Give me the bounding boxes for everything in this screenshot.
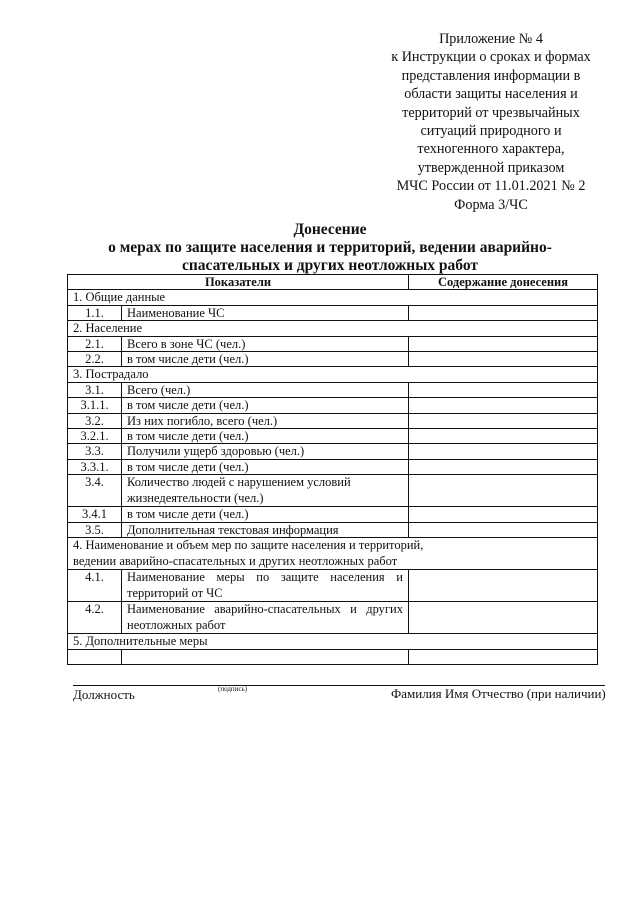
content-cell[interactable] bbox=[409, 570, 598, 602]
row-number: 3.3. bbox=[68, 444, 122, 459]
appendix-line: представления информации в bbox=[401, 67, 581, 84]
full-name-label: Фамилия Имя Отчество (при наличии) bbox=[391, 686, 606, 701]
appendix-line: к Инструкции о сроках и формах bbox=[391, 49, 591, 66]
appendix-line: Приложение № 4 bbox=[439, 31, 543, 47]
appendix-block bbox=[370, 30, 612, 214]
table-row bbox=[68, 336, 598, 351]
section-row bbox=[68, 538, 598, 570]
row-number: 3.1. bbox=[68, 382, 122, 397]
content-cell[interactable] bbox=[409, 336, 598, 351]
row-label-line: Наименование аварийно-спасательных и других bbox=[127, 602, 403, 617]
table-row bbox=[68, 352, 598, 367]
row-number: 3.4. bbox=[68, 475, 122, 507]
section-row bbox=[68, 321, 598, 336]
row-label bbox=[122, 475, 409, 507]
row-number: 2.2. bbox=[68, 352, 122, 367]
empty-label-cell[interactable] bbox=[122, 649, 409, 664]
section-victims: 3. Пострадало bbox=[68, 367, 598, 382]
section-row bbox=[68, 634, 598, 649]
appendix-line: МЧС России от 11.01.2021 № 2 bbox=[396, 178, 586, 195]
row-label: в том числе дети (чел.) bbox=[122, 459, 409, 474]
table-row bbox=[68, 413, 598, 428]
content-cell[interactable] bbox=[409, 429, 598, 444]
row-number: 3.2. bbox=[68, 413, 122, 428]
table-header-row bbox=[68, 275, 598, 290]
row-number: 3.4.1 bbox=[68, 507, 122, 522]
header-indicators: Показатели bbox=[68, 275, 409, 290]
title-line: Донесение bbox=[293, 221, 367, 238]
row-label: Дополнительная текстовая информация bbox=[122, 522, 409, 537]
appendix-line: утвержденной приказом bbox=[417, 159, 565, 176]
header-content: Содержание донесения bbox=[409, 275, 598, 290]
row-number: 4.2. bbox=[68, 602, 122, 634]
form-number: Форма 3/ЧС bbox=[454, 196, 528, 213]
row-label: Всего в зоне ЧС (чел.) bbox=[122, 336, 409, 351]
content-cell[interactable] bbox=[409, 522, 598, 537]
row-number: 3.3.1. bbox=[68, 459, 122, 474]
row-label-line: неотложных работ bbox=[127, 617, 226, 632]
table-row bbox=[68, 382, 598, 397]
table-row bbox=[68, 305, 598, 320]
row-number: 3.1.1. bbox=[68, 398, 122, 413]
row-label-line: Наименование меры по защите населения и bbox=[127, 570, 403, 585]
table-row bbox=[68, 398, 598, 413]
report-table bbox=[67, 274, 598, 665]
row-label: Наименование ЧС bbox=[122, 305, 409, 320]
row-label bbox=[122, 570, 409, 602]
position-label: Должность bbox=[73, 687, 135, 702]
appendix-line: области защиты населения и bbox=[404, 86, 578, 103]
section-line: ведении аварийно-спасательных и других неотложных работ bbox=[73, 553, 398, 568]
content-cell[interactable] bbox=[409, 352, 598, 367]
appendix-line: территорий от чрезвычайных bbox=[402, 104, 580, 121]
content-cell[interactable] bbox=[409, 444, 598, 459]
content-cell[interactable] bbox=[409, 507, 598, 522]
row-label: в том числе дети (чел.) bbox=[122, 352, 409, 367]
row-label: Получили ущерб здоровью (чел.) bbox=[122, 444, 409, 459]
content-cell[interactable] bbox=[409, 649, 598, 664]
table-row bbox=[68, 459, 598, 474]
section-general: 1. Общие данные bbox=[68, 290, 598, 305]
row-number: 3.2.1. bbox=[68, 429, 122, 444]
section-measures bbox=[68, 538, 598, 570]
content-cell[interactable] bbox=[409, 398, 598, 413]
table-row bbox=[68, 522, 598, 537]
row-label: Из них погибло, всего (чел.) bbox=[122, 413, 409, 428]
content-cell[interactable] bbox=[409, 459, 598, 474]
title-line: о мерах по защите населения и территорий, ведении аварийно- bbox=[108, 239, 552, 256]
signature-hint: (подпись) bbox=[218, 685, 248, 693]
section-row bbox=[68, 290, 598, 305]
appendix-line: техногенного характера, bbox=[417, 141, 565, 158]
section-line: 4. Наименование и объем мер по защите населения и территорий, bbox=[73, 538, 424, 553]
empty-number-cell[interactable] bbox=[68, 649, 122, 664]
section-population: 2. Население bbox=[68, 321, 598, 336]
row-label-line: жизнедеятельности (чел.) bbox=[127, 490, 264, 505]
title-line: спасательных и других неотложных работ bbox=[181, 257, 479, 274]
table-row bbox=[68, 602, 598, 634]
row-label: в том числе дети (чел.) bbox=[122, 507, 409, 522]
row-label: Всего (чел.) bbox=[122, 382, 409, 397]
content-cell[interactable] bbox=[409, 305, 598, 320]
content-cell[interactable] bbox=[409, 602, 598, 634]
document-title bbox=[60, 221, 600, 275]
row-number: 2.1. bbox=[68, 336, 122, 351]
row-label: в том числе дети (чел.) bbox=[122, 429, 409, 444]
table-row bbox=[68, 475, 598, 507]
table-row bbox=[68, 507, 598, 522]
appendix-line: ситуаций природного и bbox=[420, 123, 562, 140]
content-cell[interactable] bbox=[409, 475, 598, 507]
row-number: 3.5. bbox=[68, 522, 122, 537]
content-cell[interactable] bbox=[409, 413, 598, 428]
row-label-line: территорий от ЧС bbox=[127, 585, 223, 600]
content-cell[interactable] bbox=[409, 382, 598, 397]
row-label-line: Количество людей с нарушением условий bbox=[127, 475, 351, 490]
table-row bbox=[68, 570, 598, 602]
table-row bbox=[68, 429, 598, 444]
table-row bbox=[68, 444, 598, 459]
table-row bbox=[68, 649, 598, 664]
row-label: в том числе дети (чел.) bbox=[122, 398, 409, 413]
section-row bbox=[68, 367, 598, 382]
row-number: 4.1. bbox=[68, 570, 122, 602]
row-number: 1.1. bbox=[68, 305, 122, 320]
section-additional: 5. Дополнительные меры bbox=[68, 634, 598, 649]
row-label bbox=[122, 602, 409, 634]
